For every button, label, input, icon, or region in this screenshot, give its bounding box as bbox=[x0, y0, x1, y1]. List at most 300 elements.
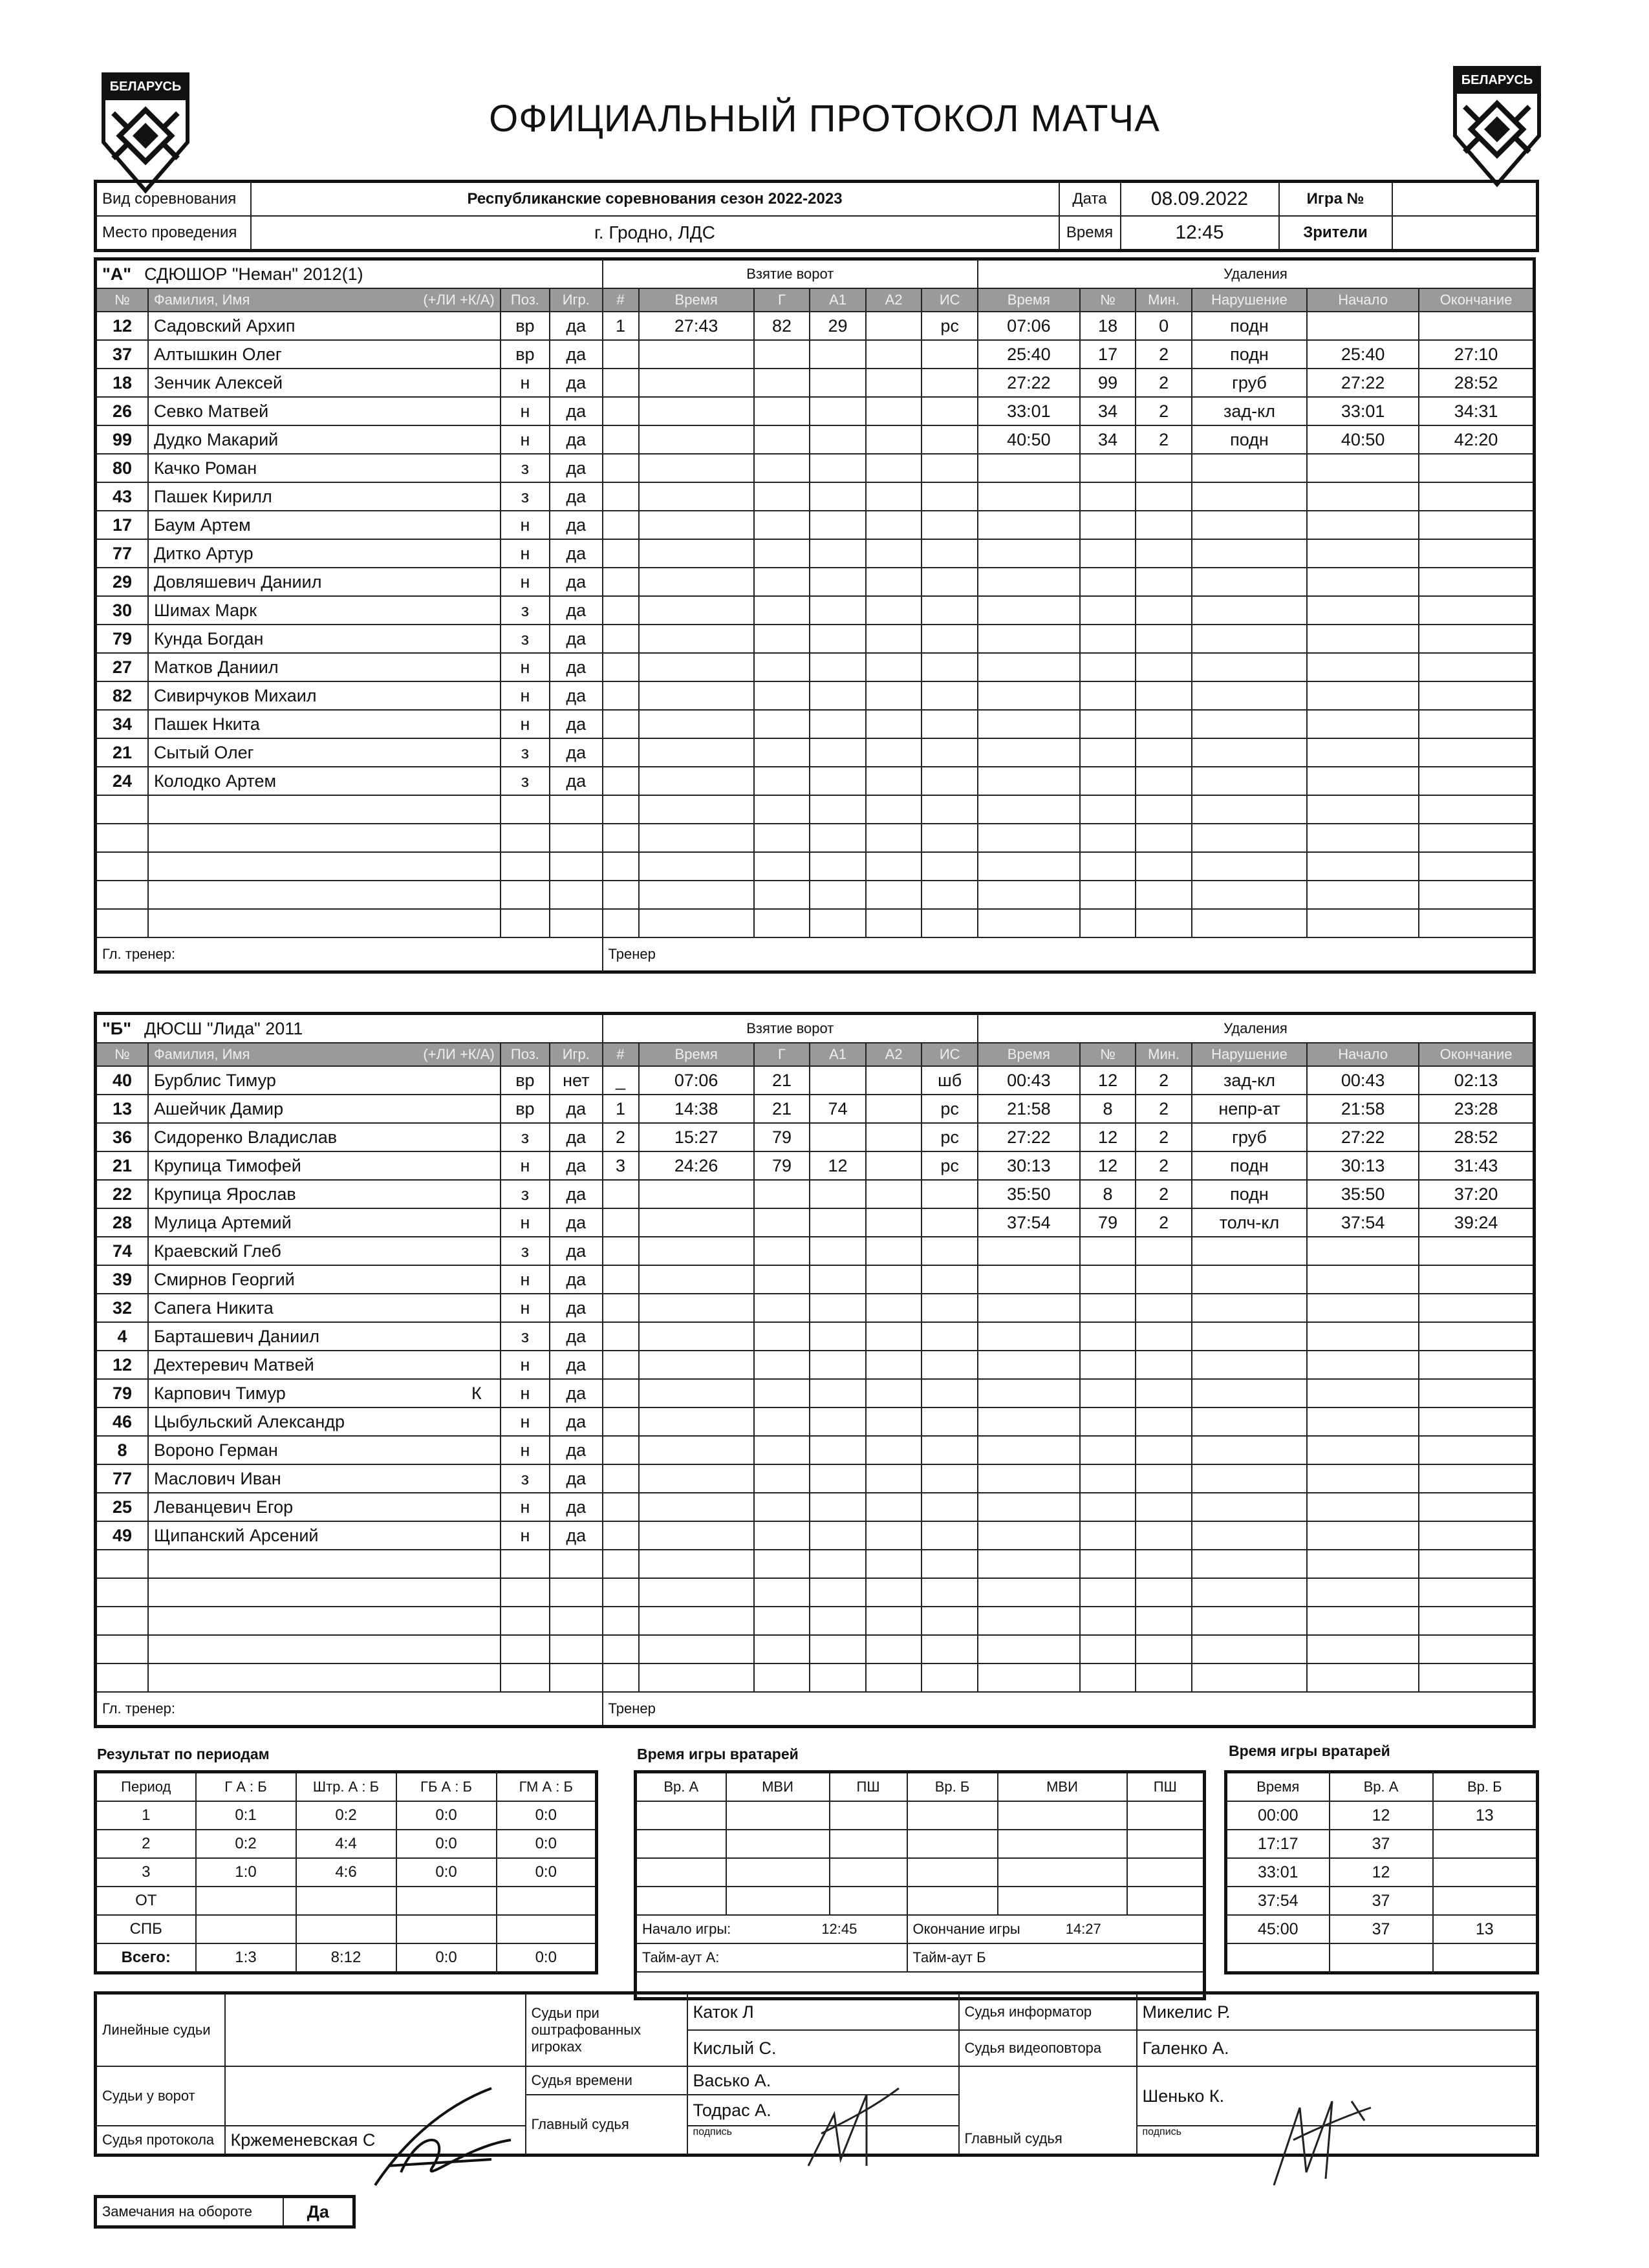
player-name-text: Качко Роман bbox=[153, 458, 257, 478]
penalty-min bbox=[1136, 1521, 1192, 1550]
goal-is bbox=[921, 1578, 978, 1607]
player-pos: н bbox=[501, 710, 550, 738]
goal-n bbox=[603, 909, 639, 937]
goal-is bbox=[921, 681, 978, 710]
period-cell: 1:0 bbox=[196, 1858, 296, 1887]
period-cell: 0:2 bbox=[296, 1801, 396, 1830]
penalty-time: 21:58 bbox=[978, 1095, 1080, 1123]
goal-is bbox=[921, 1180, 978, 1208]
goal-a2 bbox=[866, 340, 922, 369]
table-row bbox=[96, 1521, 1535, 1550]
player-pos: з bbox=[501, 1180, 550, 1208]
goal-time: 15:27 bbox=[639, 1123, 754, 1151]
penalty-start bbox=[1307, 1635, 1419, 1664]
penalty-inf bbox=[1192, 596, 1307, 625]
head-coach-label: Гл. тренер: bbox=[96, 937, 603, 972]
player-name bbox=[148, 1322, 501, 1351]
goal-a1 bbox=[810, 568, 866, 596]
player-name bbox=[148, 482, 501, 511]
penalty-time bbox=[978, 454, 1080, 482]
period-cell bbox=[497, 1887, 597, 1915]
penalty-end: 23:28 bbox=[1419, 1095, 1534, 1123]
penalty-min bbox=[1136, 681, 1192, 710]
player-name bbox=[148, 511, 501, 539]
goal-a2 bbox=[866, 1578, 922, 1607]
timekeeper-value: Васько А. bbox=[687, 2066, 959, 2095]
penalty-time bbox=[978, 881, 1080, 909]
col-head-roster-1 bbox=[148, 288, 501, 312]
player-name-text: Сытый Олег bbox=[153, 742, 254, 762]
player-pos: н bbox=[501, 539, 550, 568]
penalty-inf bbox=[1192, 767, 1307, 795]
col-head-roster-1 bbox=[148, 1043, 501, 1066]
penalty-min bbox=[1136, 596, 1192, 625]
col-head-pen-0: Время bbox=[978, 1043, 1080, 1066]
player-name-text: Пашек Кирилл bbox=[153, 486, 272, 506]
goal-a2 bbox=[866, 568, 922, 596]
goal-n bbox=[603, 511, 639, 539]
video-label: Судья видеоповтора bbox=[959, 2030, 1137, 2066]
player-play: да bbox=[550, 369, 602, 397]
player-pos: н bbox=[501, 653, 550, 681]
goal-a2 bbox=[866, 511, 922, 539]
player-play: да bbox=[550, 1351, 602, 1379]
penalty-num bbox=[1080, 568, 1136, 596]
goal-a2 bbox=[866, 1095, 922, 1123]
goal-is bbox=[921, 568, 978, 596]
goal-is bbox=[921, 625, 978, 653]
penalty-inf bbox=[1192, 1265, 1307, 1294]
penalty-min bbox=[1136, 1635, 1192, 1664]
period-cell bbox=[396, 1887, 497, 1915]
table-row bbox=[96, 1294, 1535, 1322]
penalty-inf bbox=[1192, 511, 1307, 539]
col-head-goal-4: А2 bbox=[866, 1043, 922, 1066]
player-pos: з bbox=[501, 738, 550, 767]
goal-time bbox=[639, 1407, 754, 1436]
player-name-text: Садовский Архип bbox=[153, 316, 296, 336]
period-cell: СПБ bbox=[96, 1915, 196, 1943]
player-name bbox=[148, 1180, 501, 1208]
penalty-num bbox=[1080, 738, 1136, 767]
goal-is: рс bbox=[921, 1095, 978, 1123]
player-name-text: Карпович Тимур bbox=[153, 1383, 286, 1403]
line-judges-value bbox=[225, 1993, 526, 2067]
penalty-inf bbox=[1192, 482, 1307, 511]
goal-is bbox=[921, 425, 978, 454]
player-number: 99 bbox=[96, 425, 148, 454]
penalty-min: 2 bbox=[1136, 1066, 1192, 1095]
player-name-text: Вороно Герман bbox=[153, 1440, 278, 1460]
penalty-start: 33:01 bbox=[1307, 397, 1419, 425]
penalty-num bbox=[1080, 596, 1136, 625]
goal-g bbox=[754, 738, 810, 767]
col-head-roster-3: Поз. bbox=[501, 1043, 550, 1066]
penalty-time: 37:54 bbox=[978, 1208, 1080, 1237]
goal-g bbox=[754, 397, 810, 425]
goal-a1 bbox=[810, 625, 866, 653]
goal-n bbox=[603, 1521, 639, 1550]
player-pos: з bbox=[501, 482, 550, 511]
goal-is bbox=[921, 1322, 978, 1351]
penalty-num bbox=[1080, 539, 1136, 568]
penalty-min: 2 bbox=[1136, 1095, 1192, 1123]
penalty-num bbox=[1080, 625, 1136, 653]
goal-is bbox=[921, 1521, 978, 1550]
penalty-end bbox=[1419, 1379, 1534, 1407]
col-head-goal-0: # bbox=[603, 288, 639, 312]
goal-a1 bbox=[810, 369, 866, 397]
table-row bbox=[96, 1379, 1535, 1407]
penalty-num: 99 bbox=[1080, 369, 1136, 397]
player-name-text: Севко Матвей bbox=[153, 401, 269, 421]
col-head-goal-2: Г bbox=[754, 288, 810, 312]
goal-is: рс bbox=[921, 1151, 978, 1180]
goalie-mid-cell bbox=[636, 1887, 726, 1915]
teamB-title bbox=[96, 1014, 603, 1043]
player-pos: з bbox=[501, 1123, 550, 1151]
periods-head-0: Период bbox=[96, 1772, 196, 1802]
goalie-right-title: Время игры вратарей bbox=[1229, 1742, 1390, 1759]
goalie-mid-title: Время игры вратарей bbox=[637, 1746, 799, 1762]
player-play: да bbox=[550, 1123, 602, 1151]
goalie-mid-head-3: Вр. Б bbox=[907, 1772, 998, 1802]
goal-time bbox=[639, 1180, 754, 1208]
col-head-goal-1: Время bbox=[639, 1043, 754, 1066]
goal-is: шб bbox=[921, 1066, 978, 1095]
penalty-inf bbox=[1192, 710, 1307, 738]
penalty-start bbox=[1307, 1322, 1419, 1351]
player-pos: н bbox=[501, 1436, 550, 1464]
goal-n bbox=[603, 1578, 639, 1607]
goal-n bbox=[603, 1379, 639, 1407]
goal-time bbox=[639, 681, 754, 710]
goal-a2 bbox=[866, 881, 922, 909]
goal-n bbox=[603, 369, 639, 397]
penalty-inf: подн bbox=[1192, 340, 1307, 369]
goal-g bbox=[754, 653, 810, 681]
goal-a2 bbox=[866, 1607, 922, 1635]
goal-time bbox=[639, 795, 754, 824]
penalty-time bbox=[978, 824, 1080, 852]
penalty-end bbox=[1419, 1294, 1534, 1322]
goalie-right-cell: 17:17 bbox=[1226, 1830, 1330, 1858]
penalty-inf bbox=[1192, 1607, 1307, 1635]
penalty-end bbox=[1419, 454, 1534, 482]
player-number: 17 bbox=[96, 511, 148, 539]
goals-title: Взятие ворот bbox=[603, 1014, 978, 1043]
penalty-time bbox=[978, 1493, 1080, 1521]
player-play: да bbox=[550, 1521, 602, 1550]
col-head-goal-0: # bbox=[603, 1043, 639, 1066]
penalty-num bbox=[1080, 681, 1136, 710]
goal-g bbox=[754, 539, 810, 568]
player-name-text: Крупица Тимофей bbox=[153, 1155, 301, 1175]
goal-is bbox=[921, 767, 978, 795]
player-name bbox=[148, 369, 501, 397]
player-play: да bbox=[550, 539, 602, 568]
player-number: 36 bbox=[96, 1123, 148, 1151]
penalty-min: 2 bbox=[1136, 397, 1192, 425]
penalty-start bbox=[1307, 681, 1419, 710]
col-head-goal-3: А1 bbox=[810, 1043, 866, 1066]
penalty-end: 28:52 bbox=[1419, 1123, 1534, 1151]
period-cell: 0:0 bbox=[396, 1801, 497, 1830]
penalty-inf: подн bbox=[1192, 425, 1307, 454]
penalty-start bbox=[1307, 511, 1419, 539]
player-pos: н bbox=[501, 397, 550, 425]
goal-n bbox=[603, 1294, 639, 1322]
goal-g bbox=[754, 596, 810, 625]
table-row bbox=[96, 852, 1535, 881]
penalty-start bbox=[1307, 1294, 1419, 1322]
table-row bbox=[96, 1493, 1535, 1521]
table-row bbox=[96, 881, 1535, 909]
player-number: 25 bbox=[96, 1493, 148, 1521]
penalty-min: 0 bbox=[1136, 312, 1192, 340]
goal-n: 3 bbox=[603, 1151, 639, 1180]
player-name bbox=[148, 1237, 501, 1265]
goal-is bbox=[921, 397, 978, 425]
goalie-mid-cell bbox=[907, 1801, 998, 1830]
penalty-min bbox=[1136, 1379, 1192, 1407]
goal-g bbox=[754, 681, 810, 710]
penalty-start bbox=[1307, 1550, 1419, 1578]
period-cell: 0:0 bbox=[396, 1830, 497, 1858]
goalie-right-table bbox=[1224, 1770, 1539, 1974]
goal-is bbox=[921, 369, 978, 397]
penalty-end bbox=[1419, 1550, 1534, 1578]
player-play: да bbox=[550, 312, 602, 340]
col-head-pen-1: № bbox=[1080, 1043, 1136, 1066]
goal-a1 bbox=[810, 795, 866, 824]
penalty-time: 00:43 bbox=[978, 1066, 1080, 1095]
penalty-start bbox=[1307, 1407, 1419, 1436]
goal-n bbox=[603, 767, 639, 795]
player-play: да bbox=[550, 1237, 602, 1265]
table-row bbox=[96, 482, 1535, 511]
penalty-end bbox=[1419, 1521, 1534, 1550]
player-pos: н bbox=[501, 568, 550, 596]
goalie-mid-cell bbox=[830, 1830, 907, 1858]
player-play bbox=[550, 795, 602, 824]
penalty-inf bbox=[1192, 909, 1307, 937]
goal-n bbox=[603, 425, 639, 454]
goal-time bbox=[639, 710, 754, 738]
penalty-end bbox=[1419, 852, 1534, 881]
period-cell: 1 bbox=[96, 1801, 196, 1830]
penalty-min bbox=[1136, 710, 1192, 738]
goal-time bbox=[639, 1379, 754, 1407]
penalty-start bbox=[1307, 1379, 1419, 1407]
period-cell bbox=[296, 1887, 396, 1915]
penalty-min bbox=[1136, 909, 1192, 937]
player-number bbox=[96, 1550, 148, 1578]
period-cell bbox=[497, 1915, 597, 1943]
penalty-time: 33:01 bbox=[978, 397, 1080, 425]
penalty-end bbox=[1419, 1322, 1534, 1351]
penalty-min: 2 bbox=[1136, 340, 1192, 369]
player-pos: вр bbox=[501, 340, 550, 369]
goalie-mid-cell bbox=[726, 1801, 830, 1830]
player-name bbox=[148, 568, 501, 596]
goal-g bbox=[754, 568, 810, 596]
col-head-goal-2: Г bbox=[754, 1043, 810, 1066]
penalty-min: 2 bbox=[1136, 1151, 1192, 1180]
player-pos: з bbox=[501, 1237, 550, 1265]
period-cell: 0:0 bbox=[497, 1801, 597, 1830]
goal-is bbox=[921, 1208, 978, 1237]
penalty-end: 34:31 bbox=[1419, 397, 1534, 425]
goal-a2 bbox=[866, 1550, 922, 1578]
player-name-text: Дехтеревич Матвей bbox=[153, 1354, 314, 1375]
goal-g bbox=[754, 909, 810, 937]
player-mark: К bbox=[471, 1383, 482, 1403]
player-pos bbox=[501, 824, 550, 852]
player-name bbox=[148, 1550, 501, 1578]
goal-g bbox=[754, 881, 810, 909]
penalty-start bbox=[1307, 852, 1419, 881]
penalty-start bbox=[1307, 482, 1419, 511]
table-row bbox=[96, 1066, 1535, 1095]
goal-is bbox=[921, 1237, 978, 1265]
player-name bbox=[148, 1436, 501, 1464]
penalty-time bbox=[978, 681, 1080, 710]
goal-is bbox=[921, 909, 978, 937]
player-pos: з bbox=[501, 1464, 550, 1493]
goal-n bbox=[603, 596, 639, 625]
penalty-min bbox=[1136, 881, 1192, 909]
player-pos: н bbox=[501, 1151, 550, 1180]
col-head-pen-5: Окончание bbox=[1419, 1043, 1534, 1066]
penalty-num bbox=[1080, 1550, 1136, 1578]
goal-a2 bbox=[866, 1322, 922, 1351]
player-name bbox=[148, 1407, 501, 1436]
penalty-num bbox=[1080, 1607, 1136, 1635]
player-name-text: Довляшевич Даниил bbox=[153, 572, 322, 592]
info-value: Микелис Р. bbox=[1137, 1993, 1538, 2031]
goal-is bbox=[921, 1294, 978, 1322]
penalty-start bbox=[1307, 312, 1419, 340]
player-name bbox=[148, 1351, 501, 1379]
penalty-end bbox=[1419, 681, 1534, 710]
goal-time bbox=[639, 340, 754, 369]
player-play bbox=[550, 909, 602, 937]
player-pos: н bbox=[501, 1265, 550, 1294]
goal-g bbox=[754, 795, 810, 824]
goal-is bbox=[921, 653, 978, 681]
player-name-text: Шимах Марк bbox=[153, 600, 257, 620]
penalty-min bbox=[1136, 767, 1192, 795]
penalty-end bbox=[1419, 710, 1534, 738]
table-row bbox=[1226, 1887, 1538, 1915]
goal-is bbox=[921, 340, 978, 369]
goal-n bbox=[603, 1607, 639, 1635]
goal-n bbox=[603, 1237, 639, 1265]
penalty-inf bbox=[1192, 625, 1307, 653]
player-number: 13 bbox=[96, 1095, 148, 1123]
table-row bbox=[1226, 1943, 1538, 1973]
penalty-inf bbox=[1192, 1407, 1307, 1436]
periods-head-1: Г А : Б bbox=[196, 1772, 296, 1802]
goal-is bbox=[921, 1635, 978, 1664]
page-title: ОФИЦИАЛЬНЫЙ ПРОТОКОЛ МАТЧА bbox=[489, 98, 1160, 140]
teamA-title bbox=[96, 259, 603, 289]
player-play bbox=[550, 1635, 602, 1664]
goal-is bbox=[921, 1351, 978, 1379]
penalty-num: 12 bbox=[1080, 1066, 1136, 1095]
penalty-num: 8 bbox=[1080, 1095, 1136, 1123]
goal-a1 bbox=[810, 1066, 866, 1095]
goal-time bbox=[639, 425, 754, 454]
penbox-value-1: Каток Л bbox=[687, 1993, 959, 2031]
goal-g bbox=[754, 1265, 810, 1294]
penalty-min bbox=[1136, 568, 1192, 596]
penalty-min bbox=[1136, 1351, 1192, 1379]
timekeeper-label: Судья времени bbox=[526, 2066, 687, 2095]
penalty-start: 00:43 bbox=[1307, 1066, 1419, 1095]
player-name bbox=[148, 738, 501, 767]
period-cell: 0:0 bbox=[497, 1943, 597, 1973]
penalty-end bbox=[1419, 625, 1534, 653]
logo-text-right: БЕЛАРУСЬ bbox=[1461, 73, 1533, 87]
player-play: да bbox=[550, 710, 602, 738]
penalty-start bbox=[1307, 1493, 1419, 1521]
goal-is bbox=[921, 881, 978, 909]
place-label: Место проведения bbox=[96, 216, 251, 251]
referee2-sign-caption: подпись bbox=[1137, 2126, 1538, 2156]
penalty-end bbox=[1419, 824, 1534, 852]
player-play: да bbox=[550, 511, 602, 539]
table-row bbox=[96, 625, 1535, 653]
penalty-time bbox=[978, 653, 1080, 681]
player-pos bbox=[501, 1550, 550, 1578]
goal-time bbox=[639, 625, 754, 653]
col-head-goal-5: ИС bbox=[921, 288, 978, 312]
table-row bbox=[96, 795, 1535, 824]
player-name bbox=[148, 1464, 501, 1493]
penalty-inf bbox=[1192, 568, 1307, 596]
table-row bbox=[96, 1436, 1535, 1464]
penalty-min bbox=[1136, 852, 1192, 881]
goal-is bbox=[921, 1493, 978, 1521]
periods-table bbox=[94, 1770, 598, 1974]
goal-a1 bbox=[810, 1123, 866, 1151]
penalty-end: 42:20 bbox=[1419, 425, 1534, 454]
player-name bbox=[148, 710, 501, 738]
table-row bbox=[96, 653, 1535, 681]
line-judges-label: Линейные судьи bbox=[96, 1993, 225, 2067]
penalty-inf: груб bbox=[1192, 369, 1307, 397]
goal-a1 bbox=[810, 340, 866, 369]
goal-a1 bbox=[810, 1550, 866, 1578]
goalie-mid-cell bbox=[726, 1887, 830, 1915]
goal-time bbox=[639, 1237, 754, 1265]
player-number: 26 bbox=[96, 397, 148, 425]
goal-a2 bbox=[866, 1294, 922, 1322]
player-number: 29 bbox=[96, 568, 148, 596]
period-cell: 2 bbox=[96, 1830, 196, 1858]
goal-g bbox=[754, 1664, 810, 1692]
table-row bbox=[96, 340, 1535, 369]
goal-g: 82 bbox=[754, 312, 810, 340]
player-number: 18 bbox=[96, 369, 148, 397]
goal-g: 21 bbox=[754, 1095, 810, 1123]
penalty-end bbox=[1419, 1464, 1534, 1493]
player-number: 28 bbox=[96, 1208, 148, 1237]
penalty-min bbox=[1136, 539, 1192, 568]
goal-time: 07:06 bbox=[639, 1066, 754, 1095]
